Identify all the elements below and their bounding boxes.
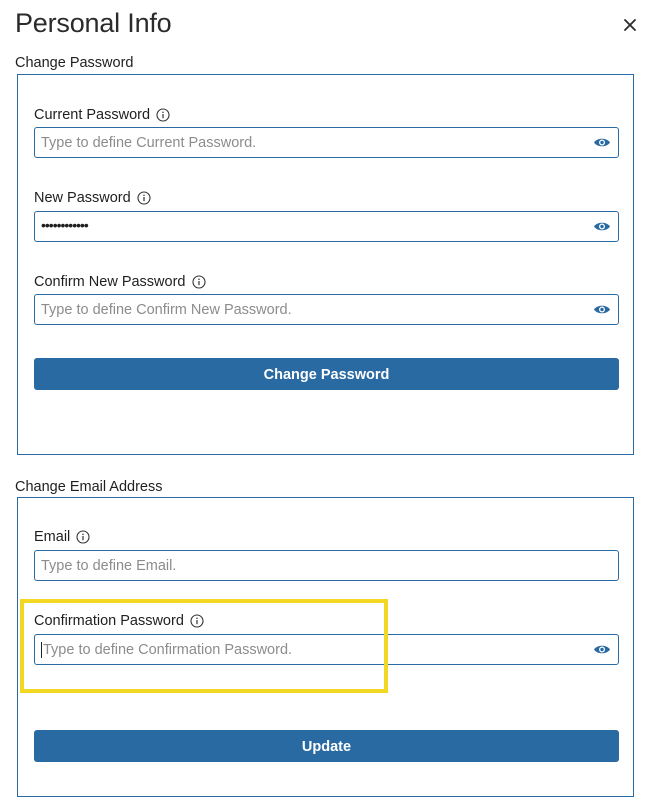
current-password-input[interactable] xyxy=(41,128,581,157)
confirmation-password-label-text: Confirmation Password xyxy=(34,613,184,629)
eye-icon[interactable] xyxy=(593,643,611,656)
change-password-panel xyxy=(17,74,634,455)
eye-icon[interactable] xyxy=(593,136,611,149)
email-input[interactable] xyxy=(41,551,581,580)
info-icon[interactable] xyxy=(156,108,170,122)
eye-icon[interactable] xyxy=(593,220,611,233)
update-button[interactable]: Update xyxy=(34,730,619,762)
info-icon[interactable] xyxy=(76,530,90,544)
email-label-text: Email xyxy=(34,529,71,545)
highlight-box xyxy=(20,599,388,693)
new-password-field[interactable] xyxy=(34,211,619,242)
confirm-new-password-input[interactable] xyxy=(41,295,581,324)
confirm-new-password-label-text: Confirm New Password xyxy=(34,274,186,290)
current-password-field[interactable] xyxy=(34,127,619,158)
email-field[interactable] xyxy=(34,550,619,581)
info-icon[interactable] xyxy=(137,191,151,205)
confirm-new-password-field[interactable] xyxy=(34,294,619,325)
confirm-new-password-label xyxy=(34,274,206,290)
new-password-label xyxy=(34,190,151,206)
current-password-label xyxy=(34,107,170,123)
new-password-masked-value[interactable]: •••••••••••• xyxy=(41,217,88,233)
new-password-label-text: New Password xyxy=(34,190,131,206)
change-password-section-label: Change Password xyxy=(15,55,134,71)
current-password-label-text: Current Password xyxy=(34,107,151,123)
close-button[interactable] xyxy=(620,15,640,35)
info-icon[interactable] xyxy=(192,275,206,289)
change-password-button[interactable]: Change Password xyxy=(34,358,619,390)
email-label xyxy=(34,529,90,545)
close-icon[interactable] xyxy=(620,15,640,35)
page-title: Personal Info xyxy=(15,8,172,38)
eye-icon[interactable] xyxy=(593,303,611,316)
change-email-section-label: Change Email Address xyxy=(15,479,163,495)
